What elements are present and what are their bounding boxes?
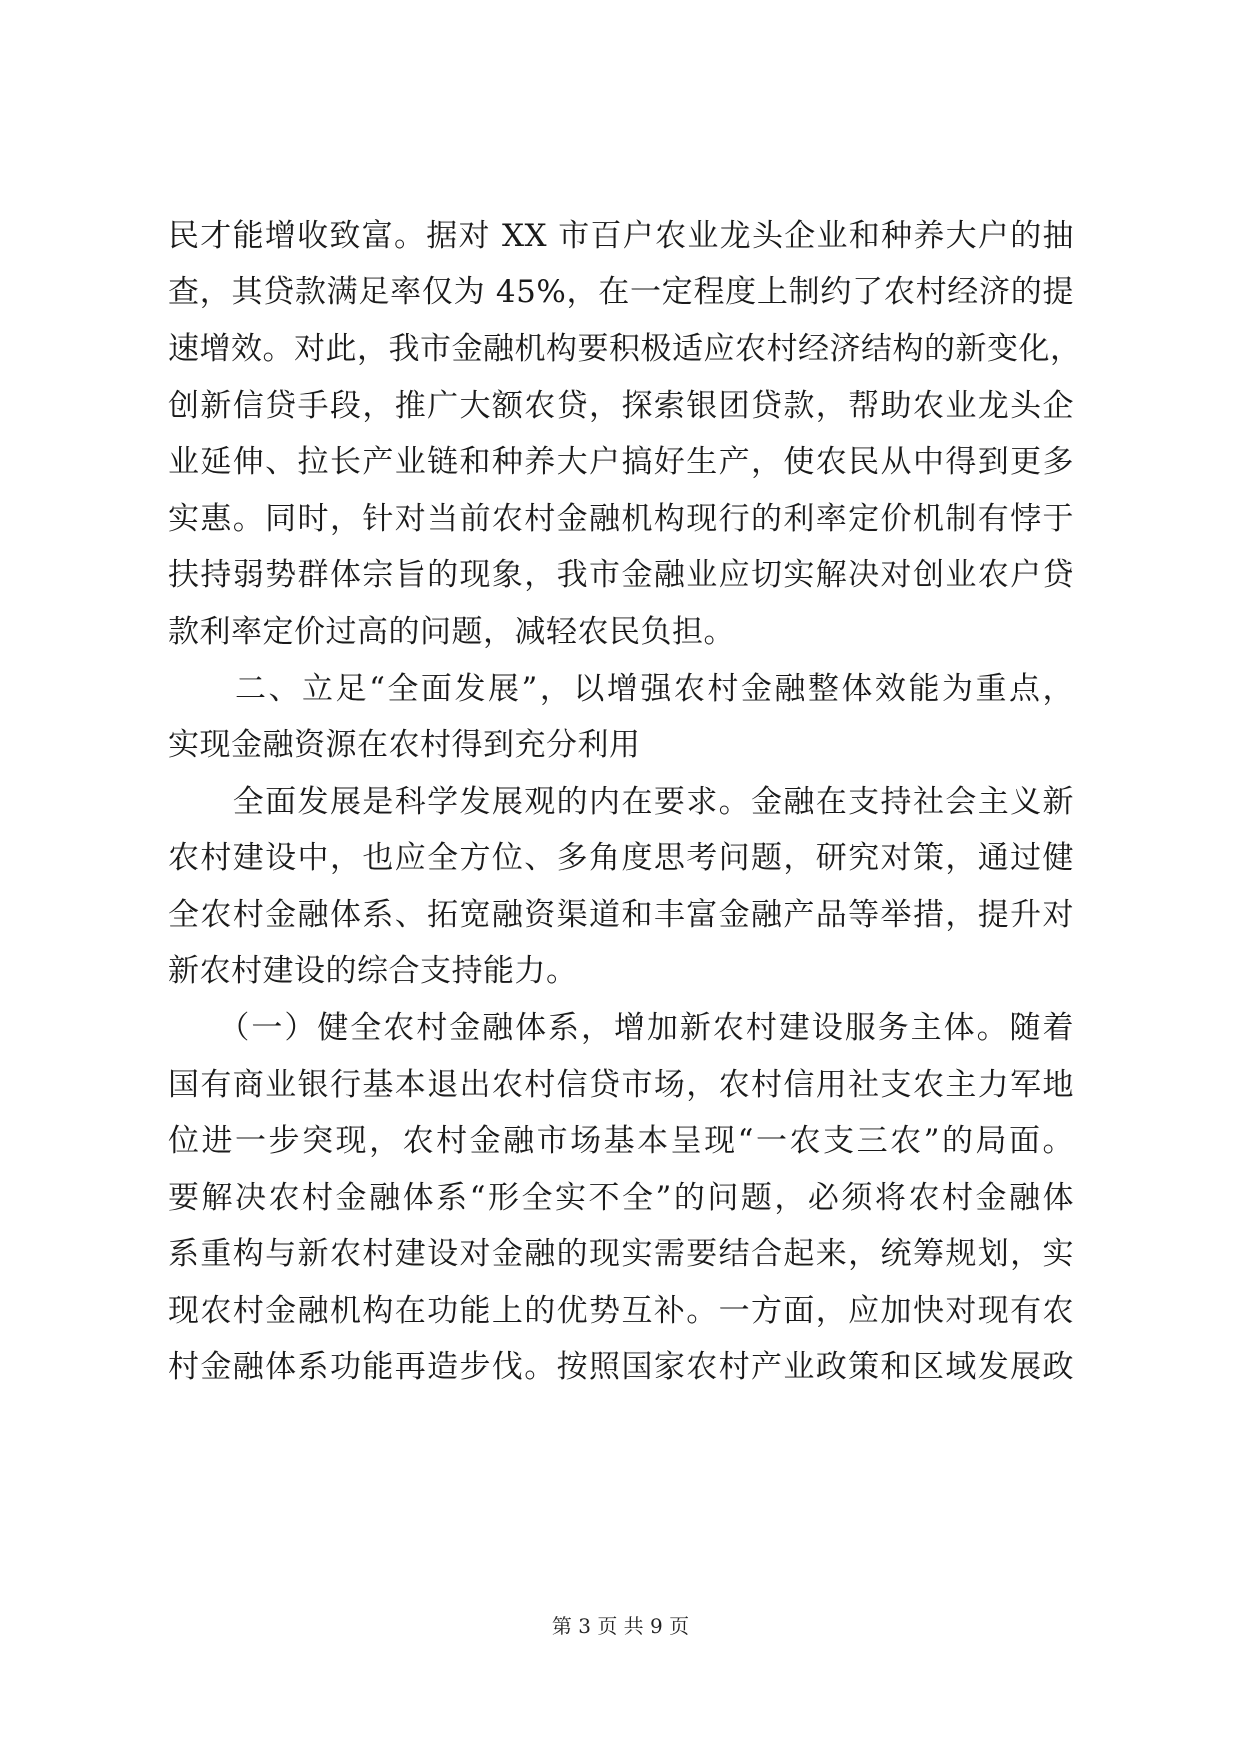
text-line-2: 查，其贷款满足率仅为 45%，在一定程度上制约了农村经济的提	[168, 274, 1074, 310]
text-line-18: 要解决农村金融体系“形全实不全”的问题，必须将农村金融体	[168, 1180, 1074, 1216]
text-line-5: 业延伸、拉长产业链和种养大户搞好生产，使农民从中得到更多	[168, 444, 1074, 480]
text-line-11: 全面发展是科学发展观的内在要求。金融在支持社会主义新	[168, 784, 1074, 820]
section-heading-line-1: 二、立足“全面发展”，以增强农村金融整体效能为重点，	[168, 671, 1074, 707]
text-line-19: 系重构与新农村建设对金融的现实需要结合起来，统筹规划，实	[168, 1236, 1074, 1272]
text-line-8: 款利率定价过高的问题，减轻农民负担。	[168, 614, 735, 650]
text-line-4: 创新信贷手段，推广大额农贷，探索银团贷款，帮助农业龙头企	[168, 388, 1074, 424]
page-number-footer: 第 3 页 共 9 页	[551, 1614, 690, 1638]
text-line-14: 新农村建设的综合支持能力。	[168, 953, 578, 989]
text-line-15: （一）健全农村金融体系，增加新农村建设服务主体。随着	[168, 1010, 1074, 1046]
text-line-1: 民才能增收致富。据对 XX 市百户农业龙头企业和种养大户的抽	[168, 218, 1074, 254]
text-line-20: 现农村金融机构在功能上的优势互补。一方面，应加快对现有农	[168, 1293, 1074, 1329]
section-heading-line-2: 实现金融资源在农村得到充分利用	[168, 727, 641, 763]
text-line-21: 村金融体系功能再造步伐。按照国家农村产业政策和区域发展政	[168, 1349, 1074, 1385]
text-line-6: 实惠。同时，针对当前农村金融机构现行的利率定价机制有悖于	[168, 501, 1074, 537]
text-line-17: 位进一步突现，农村金融市场基本呈现“一农支三农”的局面。	[168, 1123, 1074, 1159]
text-line-12: 农村建设中，也应全方位、多角度思考问题，研究对策，通过健	[168, 840, 1074, 876]
text-line-13: 全农村金融体系、拓宽融资渠道和丰富金融产品等举措，提升对	[168, 897, 1074, 933]
text-line-3: 速增效。对此，我市金融机构要积极适应农村经济结构的新变化，	[168, 331, 1082, 367]
text-line-7: 扶持弱势群体宗旨的现象，我市金融业应切实解决对创业农户贷	[168, 557, 1074, 593]
text-line-16: 国有商业银行基本退出农村信贷市场，农村信用社支农主力军地	[168, 1067, 1074, 1103]
